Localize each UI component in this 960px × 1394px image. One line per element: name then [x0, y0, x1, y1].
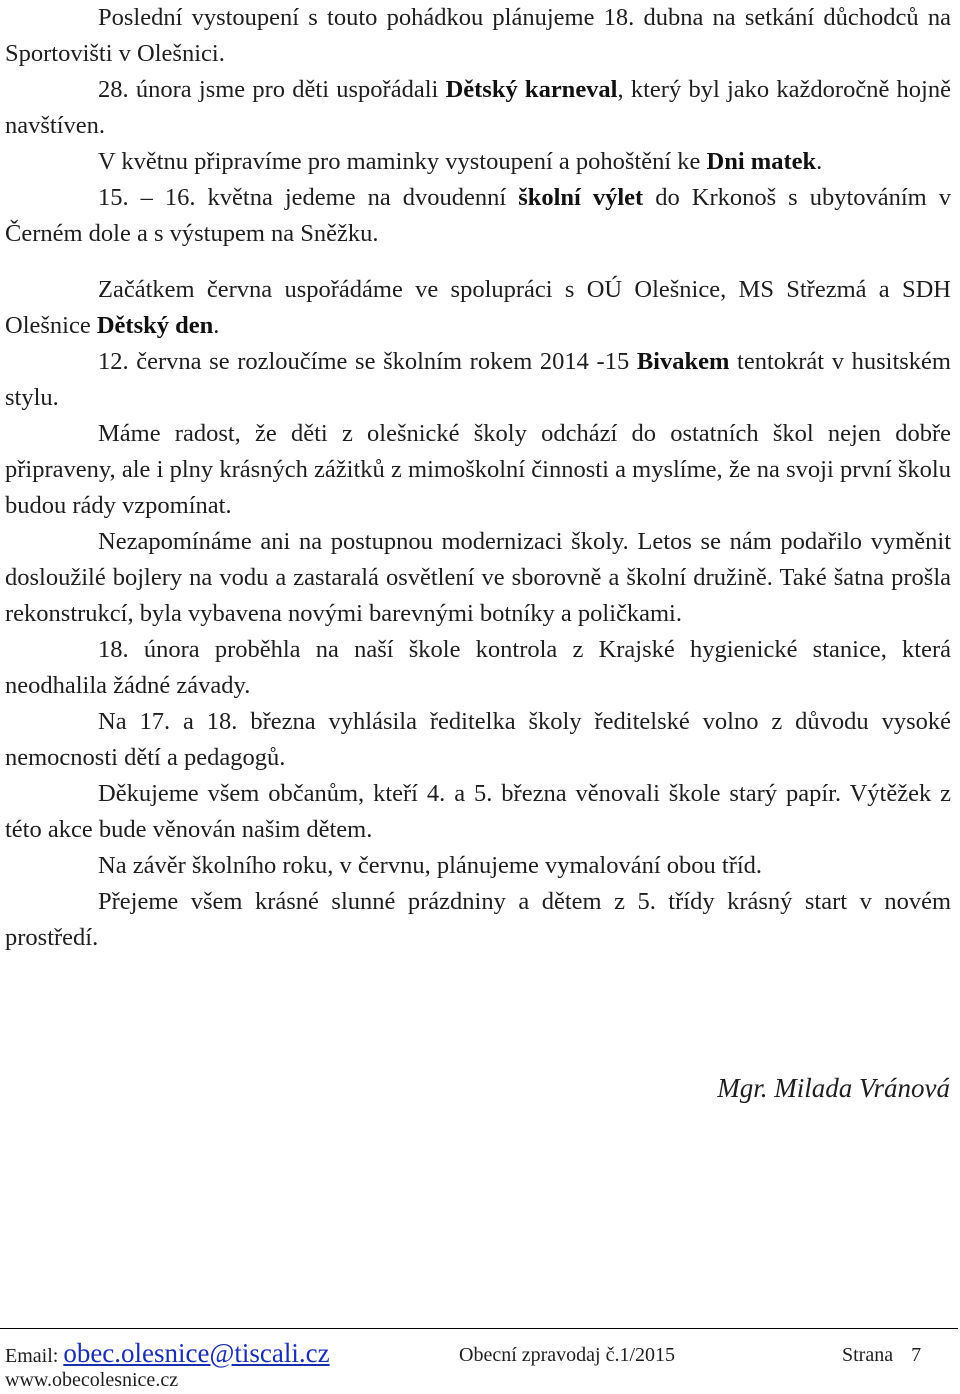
- page-footer: [0, 1336, 958, 1394]
- paragraph: [5, 72, 951, 144]
- paragraph: [5, 180, 951, 252]
- emphasized-text: Dětský karneval: [445, 76, 618, 103]
- paragraph-text: Nezapomínáme ani na postupnou modernizaci školy. Letos se nám podařilo vyměnit dosloužilé bojlery na vodu a zastaralá osvětlení ve sborovně a školní družině. Také šatna prošla rekonstrukcí, byla vybavena novými barevnými botníky a poličkami.: [5, 528, 951, 627]
- footer-website[interactable]: www.obecolesnice.cz: [5, 1369, 179, 1391]
- page-label: Strana: [842, 1344, 894, 1366]
- paragraph: [5, 0, 951, 72]
- paragraph-text: V květnu připravíme pro maminky vystoupení a pohoštění ke: [98, 148, 707, 175]
- paragraph-text: Máme radost, že děti z olešnické školy odchází do ostatních škol nejen dobře připraveny, ale i plny krásných zážitků z mimoškolní činnosti a myslíme, že na svoji první školu budou rády vzpomínat.: [5, 420, 951, 519]
- paragraph: [5, 704, 951, 776]
- paragraph: [5, 524, 951, 632]
- paragraph-text: Přejeme všem krásné slunné prázdniny a dětem z 5. třídy krásný start v novém prostředí.: [5, 888, 951, 951]
- paragraph-text: Začátkem června uspořádáme ve spolupráci s OÚ Olešnice, MS Střezmá a SDH Olešnice: [5, 276, 951, 339]
- footer-divider: [0, 1328, 958, 1329]
- paragraph: [5, 632, 951, 704]
- paragraph: [5, 776, 951, 848]
- paragraph-text: 12. června se rozloučíme se školním rokem 2014 -15: [98, 348, 637, 375]
- footer-email: [5, 1338, 330, 1371]
- paragraph-text: 28. února jsme pro děti uspořádali: [98, 76, 446, 103]
- paragraph-spacer: [5, 252, 951, 272]
- paragraph-text: tentokrát v husitském stylu.: [5, 348, 951, 411]
- emphasized-text: Dětský den: [96, 312, 214, 339]
- page-number: 7: [911, 1344, 922, 1366]
- publication-title: Obecní zpravodaj č.1/2015: [459, 1344, 676, 1366]
- paragraph: [5, 848, 951, 884]
- paragraph-text: 15. – 16. května jedeme na dvoudenní: [98, 184, 519, 211]
- paragraph: [5, 416, 951, 524]
- paragraph-text: do Krkonoš s ubytováním v Černém dole a s výstupem na Sněžku.: [5, 184, 952, 247]
- paragraph-text: Na závěr školního roku, v červnu, plánujeme vymalování obou tříd.: [98, 852, 763, 879]
- emphasized-text: Dni matek: [706, 148, 817, 175]
- emphasized-text: Bivakem: [636, 348, 730, 375]
- author-signature: Mgr. Milada Vránová: [717, 1073, 950, 1103]
- emphasized-text: školní výlet: [518, 184, 644, 211]
- paragraph-text: Děkujeme všem občanům, kteří 4. a 5. března věnovali škole starý papír. Výtěžek z této akce bude věnován našim dětem.: [5, 780, 951, 843]
- paragraph: [5, 272, 951, 344]
- paragraph-text: Na 17. a 18. března vyhlásila ředitelka školy ředitelské volno z důvodu vysoké nemocnosti dětí a pedagogů.: [5, 708, 951, 771]
- paragraph-text: , který byl jako každoročně hojně navštíven.: [5, 76, 951, 139]
- paragraph: [5, 884, 951, 956]
- email-label: Email:: [5, 1345, 64, 1367]
- paragraph: [5, 144, 951, 180]
- article-body: [5, 0, 951, 956]
- email-link[interactable]: obec.olesnice@tiscali.cz: [63, 1338, 330, 1368]
- paragraph-text: 18. února proběhla na naší škole kontrola z Krajské hygienické stanice, která neodhalila žádné závady.: [5, 636, 951, 699]
- paragraph-text: .: [213, 312, 220, 339]
- paragraph-text: .: [816, 148, 823, 175]
- page-indicator: [842, 1342, 921, 1368]
- paragraph: [5, 344, 951, 416]
- paragraph-text: Poslední vystoupení s touto pohádkou plánujeme 18. dubna na setkání důchodců na Sportovišti v Olešnici.: [5, 4, 951, 67]
